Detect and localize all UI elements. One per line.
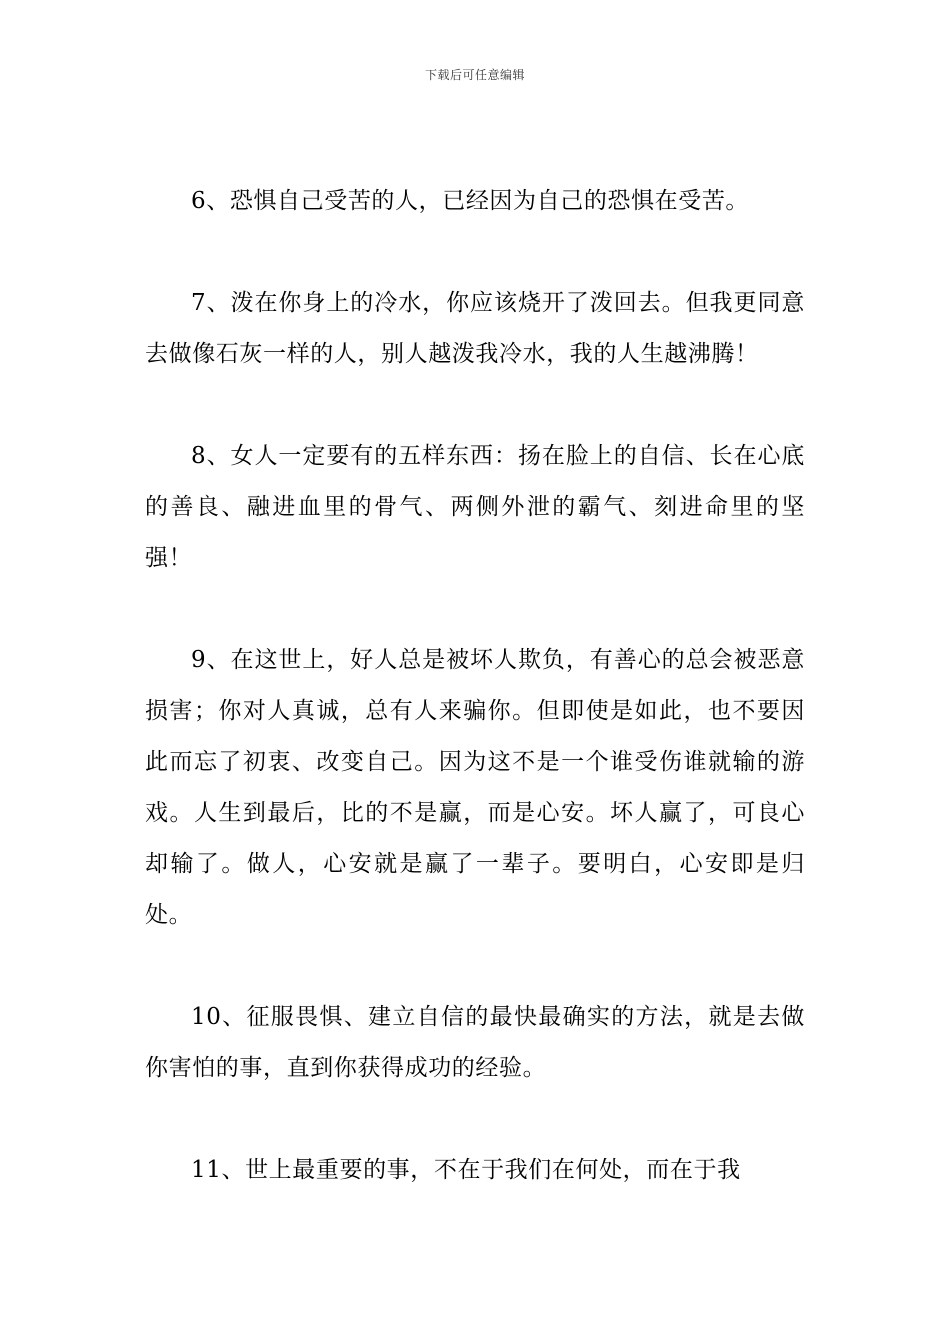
document-body (145, 176, 805, 1247)
paragraph-9: 9、在这世上，好人总是被坏人欺负，有善心的总会被恶意损害；你对人真诚，总有人来骗你。但即使是如此，也不要因此而忘了初衷、改变自己。因为这不是一个谁受伤谁就输的游戏。人生到最后，比的不是赢，而是心安。坏人赢了，可良心却输了。做人，心安就是赢了一辈子。要明白，心安即是归处。 (145, 647, 805, 928)
paragraph-7: 7、泼在你身上的冷水，你应该烧开了泼回去。但我更同意去做像石灰一样的人，别人越泼我冷水，我的人生越沸腾！ (145, 290, 805, 367)
paragraph-8: 8、女人一定要有的五样东西：扬在脸上的自信、长在心底的善良、融进血里的骨气、两侧外泄的霸气、刻进命里的坚强！ (145, 443, 805, 571)
paragraph-6: 6、恐惧自己受苦的人，已经因为自己的恐惧在受苦。 (191, 188, 750, 214)
paragraph-10: 10、征服畏惧、建立自信的最快最确实的方法，就是去做你害怕的事，直到你获得成功的经验。 (145, 1004, 805, 1081)
paragraph-11: 11、世上最重要的事，不在于我们在何处，而在于我 (191, 1157, 741, 1183)
page-header: 下载后可任意编辑 (424, 68, 525, 82)
